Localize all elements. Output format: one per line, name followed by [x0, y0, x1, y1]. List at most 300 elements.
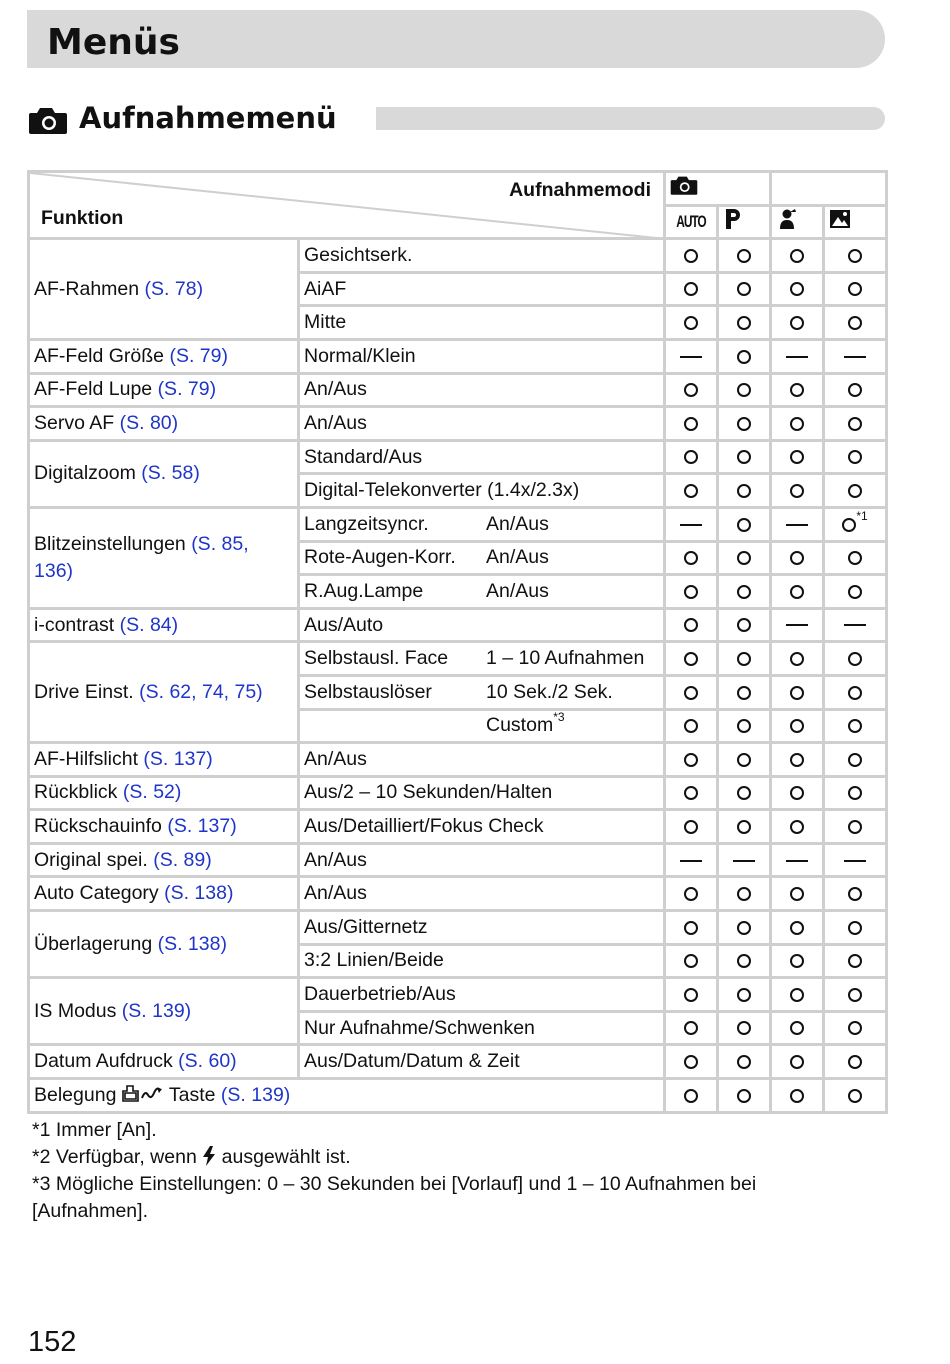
option-cell: Aus/Detailliert/Fokus Check [299, 810, 665, 844]
availability-cell [824, 541, 887, 575]
availability-cell [824, 1011, 887, 1045]
table-row [29, 978, 887, 1012]
availability-cell [665, 541, 718, 575]
available-mark [684, 249, 698, 263]
available-mark [790, 820, 804, 834]
available-mark [848, 753, 862, 767]
available-mark [684, 585, 698, 599]
availability-cell [665, 877, 718, 911]
function-cell: AF-Rahmen (S. 78) [29, 239, 299, 340]
available-mark [790, 753, 804, 767]
table-row [29, 440, 887, 474]
availability-cell [718, 239, 771, 273]
unavailable-mark [680, 524, 702, 526]
available-mark [790, 417, 804, 431]
availability-cell [665, 978, 718, 1012]
availability-cell [824, 239, 887, 273]
availability-cell [771, 843, 824, 877]
availability-cell [718, 272, 771, 306]
availability-cell [665, 575, 718, 609]
function-cell: AF-Hilfslicht (S. 137) [29, 743, 299, 777]
availability-cell [771, 810, 824, 844]
availability-cell [718, 810, 771, 844]
option-cell: Selbstausl. Face 1 – 10 Aufnahmen [299, 642, 665, 676]
available-mark [848, 316, 862, 330]
function-cell: Rückblick (S. 52) [29, 776, 299, 810]
option-cell: An/Aus [299, 877, 665, 911]
available-mark [737, 652, 751, 666]
available-mark [790, 1089, 804, 1103]
availability-cell [771, 239, 824, 273]
option-cell: Aus/Gitternetz [299, 911, 665, 945]
available-mark [684, 753, 698, 767]
available-mark [848, 1055, 862, 1069]
page-ref-link[interactable]: (S. 89) [153, 848, 212, 871]
availability-cell [771, 642, 824, 676]
available-mark [684, 450, 698, 464]
availability-cell [824, 272, 887, 306]
unavailable-mark [680, 356, 702, 358]
function-cell: IS Modus (S. 139) [29, 978, 299, 1045]
available-mark [790, 1055, 804, 1069]
footnote-ref: *3 [553, 710, 565, 725]
available-mark [790, 249, 804, 263]
available-mark [790, 921, 804, 935]
available-mark [737, 249, 751, 263]
option-cell: Aus/Auto [299, 608, 665, 642]
availability-cell [665, 1011, 718, 1045]
availability-cell [771, 507, 824, 541]
option-cell: Nur Aufnahme/Schwenken [299, 1011, 665, 1045]
availability-cell [665, 642, 718, 676]
availability-cell [665, 843, 718, 877]
section-title: Aufnahmemenü [79, 101, 337, 135]
availability-cell [718, 440, 771, 474]
page-ref-link[interactable]: (S. 62, 74, 75) [139, 680, 263, 703]
availability-cell [718, 843, 771, 877]
page-ref-link[interactable]: (S. 60) [178, 1050, 237, 1073]
availability-cell [771, 877, 824, 911]
availability-cell [824, 743, 887, 777]
function-cell: Original spei. (S. 89) [29, 843, 299, 877]
function-cell: Überlagerung (S. 138) [29, 911, 299, 978]
availability-cell [824, 1045, 887, 1079]
table-row [29, 339, 887, 373]
availability-cell [718, 776, 771, 810]
available-mark [790, 484, 804, 498]
availability-cell [718, 1011, 771, 1045]
availability-cell [718, 507, 771, 541]
available-mark [684, 954, 698, 968]
unavailable-mark [680, 860, 702, 862]
availability-cell [771, 709, 824, 743]
available-mark [684, 686, 698, 700]
availability-cell [771, 440, 824, 474]
available-mark [848, 383, 862, 397]
availability-cell [718, 877, 771, 911]
availability-cell [665, 272, 718, 306]
availability-cell [771, 373, 824, 407]
available-mark [848, 1021, 862, 1035]
availability-cell [771, 978, 824, 1012]
availability-cell [771, 541, 824, 575]
unavailable-mark [844, 356, 866, 358]
availability-cell [824, 911, 887, 945]
table-row [29, 608, 887, 642]
available-mark [737, 954, 751, 968]
availability-cell [665, 239, 718, 273]
availability-cell [824, 474, 887, 508]
available-mark [684, 484, 698, 498]
table-row [29, 373, 887, 407]
availability-cell [771, 339, 824, 373]
portrait-mode-icon [771, 205, 824, 239]
availability-cell [665, 1079, 718, 1113]
availability-cell [718, 1045, 771, 1079]
availability-cell [718, 407, 771, 441]
header-function-modes [29, 172, 665, 239]
function-cell: AF-Feld Größe (S. 79) [29, 339, 299, 373]
page-ref-link[interactable]: (S. 52) [122, 781, 182, 804]
availability-cell [665, 440, 718, 474]
available-mark [848, 417, 862, 431]
available-mark [737, 1021, 751, 1035]
availability-cell [665, 373, 718, 407]
availability-cell [771, 675, 824, 709]
available-mark [684, 383, 698, 397]
availability-cell [665, 306, 718, 340]
availability-cell [665, 407, 718, 441]
option-cell: An/Aus [299, 373, 665, 407]
available-mark [684, 1089, 698, 1103]
landscape-mode-icon [824, 205, 887, 239]
function-cell: Drive Einst. (S. 62, 74, 75) [29, 642, 299, 743]
availability-cell [824, 843, 887, 877]
availability-cell [665, 709, 718, 743]
available-mark [790, 954, 804, 968]
page-ref-link[interactable]: (S. 85, [191, 532, 249, 555]
camera-icon [28, 105, 68, 135]
function-cell: Digitalzoom (S. 58) [29, 440, 299, 507]
availability-cell [665, 810, 718, 844]
table-row [29, 239, 887, 273]
available-mark [790, 719, 804, 733]
page-ref-link[interactable]: (S. 137) [143, 747, 213, 770]
availability-cell [824, 944, 887, 978]
available-mark [684, 417, 698, 431]
available-mark [737, 518, 751, 532]
page-ref-link[interactable]: (S. 80) [119, 411, 179, 434]
shooting-menu-table [27, 170, 888, 1114]
footnote-1: *1 Immer [An]. [32, 1119, 157, 1141]
option-cell: Aus/Datum/Datum & Zeit [299, 1045, 665, 1079]
available-mark [737, 988, 751, 1002]
page-ref-link[interactable]: (S. 78) [144, 277, 204, 300]
page-ref-link[interactable]: (S. 79) [157, 378, 217, 401]
availability-cell [771, 944, 824, 978]
table-row [29, 911, 887, 945]
availability-cell [824, 373, 887, 407]
page-ref-link[interactable]: (S. 58) [141, 462, 200, 485]
availability-cell [718, 1079, 771, 1113]
function-cell: AF-Feld Lupe (S. 79) [29, 373, 299, 407]
available-mark [684, 652, 698, 666]
available-mark [790, 551, 804, 565]
available-mark [737, 686, 751, 700]
availability-cell [824, 306, 887, 340]
available-mark [737, 820, 751, 834]
availability-cell [771, 1045, 824, 1079]
availability-cell [665, 743, 718, 777]
availability-cell [665, 339, 718, 373]
available-mark [790, 1021, 804, 1035]
availability-cell [718, 373, 771, 407]
page-ref-link[interactable]: (S. 138) [157, 932, 227, 955]
availability-cell [824, 642, 887, 676]
availability-cell [665, 507, 718, 541]
availability-cell [824, 407, 887, 441]
footnote-3: *3 Mögliche Einstellungen: 0 – 30 Sekunden bei [Vorlauf] und 1 – 10 Aufnahmen bei [Aufnahmen]. [32, 1173, 757, 1222]
availability-cell [824, 608, 887, 642]
available-mark [848, 988, 862, 1002]
table-row [29, 877, 887, 911]
availability-cell [824, 339, 887, 373]
availability-cell [824, 776, 887, 810]
available-mark [737, 383, 751, 397]
print-share-icon [122, 1084, 164, 1104]
table-row [29, 743, 887, 777]
option-cell: Rote-Augen-Korr. An/Aus [299, 541, 665, 575]
page-ref-link[interactable]: 136) [34, 559, 74, 582]
function-cell: Belegung Taste (S. 139) [29, 1079, 665, 1113]
option-cell: Standard/Aus [299, 440, 665, 474]
available-mark [737, 417, 751, 431]
option-cell: R.Aug.Lampe An/Aus [299, 575, 665, 609]
available-mark [848, 484, 862, 498]
availability-cell [771, 575, 824, 609]
availability-cell [665, 944, 718, 978]
availability-cell [771, 272, 824, 306]
available-mark [684, 786, 698, 800]
available-mark [848, 450, 862, 464]
availability-cell [771, 743, 824, 777]
availability-cell [718, 339, 771, 373]
availability-cell [771, 608, 824, 642]
footnote-2: *2 Verfügbar, wenn ausgewählt ist. [32, 1146, 351, 1168]
available-mark [848, 551, 862, 565]
availability-cell [824, 877, 887, 911]
available-mark [684, 1055, 698, 1069]
availability-cell [665, 675, 718, 709]
available-mark [848, 954, 862, 968]
option-cell: Mitte [299, 306, 665, 340]
availability-cell [771, 1079, 824, 1113]
availability-cell [718, 541, 771, 575]
function-cell: Rückschauinfo (S. 137) [29, 810, 299, 844]
available-mark [790, 786, 804, 800]
available-mark [684, 1021, 698, 1035]
available-mark [684, 719, 698, 733]
available-mark [790, 316, 804, 330]
option-cell: Selbstauslöser 10 Sek./2 Sek. [299, 675, 665, 709]
option-cell: 3:2 Linien/Beide [299, 944, 665, 978]
available-mark [790, 383, 804, 397]
available-mark [848, 686, 862, 700]
availability-cell [665, 776, 718, 810]
availability-cell [718, 743, 771, 777]
table-row [29, 642, 887, 676]
table-row [29, 1079, 887, 1113]
available-mark [737, 753, 751, 767]
availability-cell [665, 911, 718, 945]
unavailable-mark [786, 356, 808, 358]
option-cell: Custom$^{*3}$ [299, 709, 665, 743]
option-cell: Langzeitsyncr. An/Aus [299, 507, 665, 541]
flash-icon [202, 1146, 216, 1166]
available-mark [737, 921, 751, 935]
header-still-mode [665, 172, 771, 206]
available-mark [737, 282, 751, 296]
available-mark [848, 1089, 862, 1103]
availability-cell [718, 642, 771, 676]
available-mark [737, 618, 751, 632]
option-cell: An/Aus [299, 407, 665, 441]
availability-cell [665, 608, 718, 642]
available-mark [737, 316, 751, 330]
availability-cell [771, 407, 824, 441]
unavailable-mark [733, 860, 755, 862]
section-rule [376, 107, 885, 130]
option-cell: An/Aus [299, 743, 665, 777]
available-mark [684, 921, 698, 935]
available-mark [737, 484, 751, 498]
table-row [29, 407, 887, 441]
availability-cell [824, 810, 887, 844]
available-mark [790, 988, 804, 1002]
header-empty-cell [771, 172, 887, 206]
available-mark [684, 887, 698, 901]
function-cell: Auto Category (S. 138) [29, 877, 299, 911]
available-mark [842, 518, 856, 532]
availability-cell [718, 911, 771, 945]
page-ref-link[interactable]: (S. 139) [121, 999, 192, 1022]
available-mark [737, 1089, 751, 1103]
availability-cell [824, 1079, 887, 1113]
availability-cell [824, 675, 887, 709]
available-mark [848, 719, 862, 733]
unavailable-mark [786, 524, 808, 526]
availability-cell [824, 507, 887, 541]
page-ref-link[interactable]: (S. 84) [119, 613, 179, 636]
availability-cell [718, 474, 771, 508]
footnotes [32, 1117, 862, 1225]
availability-cell [718, 709, 771, 743]
availability-cell [771, 1011, 824, 1045]
section-header [27, 100, 885, 140]
unavailable-mark [844, 624, 866, 626]
table-row [29, 1045, 887, 1079]
available-mark [737, 719, 751, 733]
header-row [29, 172, 887, 206]
available-mark [848, 282, 862, 296]
available-mark [737, 450, 751, 464]
available-mark [684, 820, 698, 834]
page-ref-link[interactable]: (S. 79) [169, 344, 228, 367]
table-row [29, 507, 887, 541]
availability-cell [771, 776, 824, 810]
table-row [29, 843, 887, 877]
auto-mode-icon: AUTO [665, 205, 718, 239]
option-cell: Normal/Klein [299, 339, 665, 373]
availability-cell [718, 306, 771, 340]
function-cell: Blitzeinstellungen (S. 85, 136) [29, 507, 299, 608]
available-mark [684, 988, 698, 1002]
availability-cell [718, 608, 771, 642]
available-mark [737, 887, 751, 901]
available-mark [790, 686, 804, 700]
availability-cell [718, 675, 771, 709]
function-cell: i-contrast (S. 84) [29, 608, 299, 642]
availability-cell [718, 575, 771, 609]
page-ref-link[interactable]: (S. 139) [220, 1083, 291, 1106]
program-mode-icon [718, 205, 771, 239]
availability-cell [718, 944, 771, 978]
available-mark [737, 585, 751, 599]
availability-cell [771, 306, 824, 340]
available-mark [684, 282, 698, 296]
option-cell: Digital-Telekonverter (1.4x/2.3x) [299, 474, 665, 508]
option-cell: Aus/2 – 10 Sekunden/Halten [299, 776, 665, 810]
available-mark [684, 316, 698, 330]
availability-cell [824, 978, 887, 1012]
header-function-label: Funktion [41, 207, 124, 229]
available-mark [848, 249, 862, 263]
function-cell: Servo AF (S. 80) [29, 407, 299, 441]
available-mark [790, 450, 804, 464]
page-ref-link[interactable]: (S. 137) [167, 815, 237, 838]
option-cell: AiAF [299, 272, 665, 306]
availability-cell [771, 474, 824, 508]
available-mark [737, 786, 751, 800]
availability-cell [718, 978, 771, 1012]
option-cell: Dauerbetrieb/Aus [299, 978, 665, 1012]
available-mark [790, 282, 804, 296]
option-cell: An/Aus [299, 843, 665, 877]
availability-cell [824, 440, 887, 474]
available-mark [684, 551, 698, 565]
available-mark [848, 585, 862, 599]
function-cell: Datum Aufdruck (S. 60) [29, 1045, 299, 1079]
footnote-ref: *1 [856, 508, 868, 523]
available-mark [737, 1055, 751, 1069]
table-row [29, 810, 887, 844]
unavailable-mark [844, 860, 866, 862]
available-mark [684, 618, 698, 632]
availability-cell [824, 575, 887, 609]
available-mark [790, 585, 804, 599]
page-title: Menüs [47, 22, 180, 63]
available-mark [848, 786, 862, 800]
page-ref-link[interactable]: (S. 138) [164, 882, 234, 905]
available-mark [848, 921, 862, 935]
option-cell: Gesichtserk. [299, 239, 665, 273]
availability-cell [771, 911, 824, 945]
available-mark [848, 652, 862, 666]
availability-cell [824, 709, 887, 743]
camera-icon [670, 174, 698, 196]
unavailable-mark [786, 860, 808, 862]
unavailable-mark [786, 624, 808, 626]
